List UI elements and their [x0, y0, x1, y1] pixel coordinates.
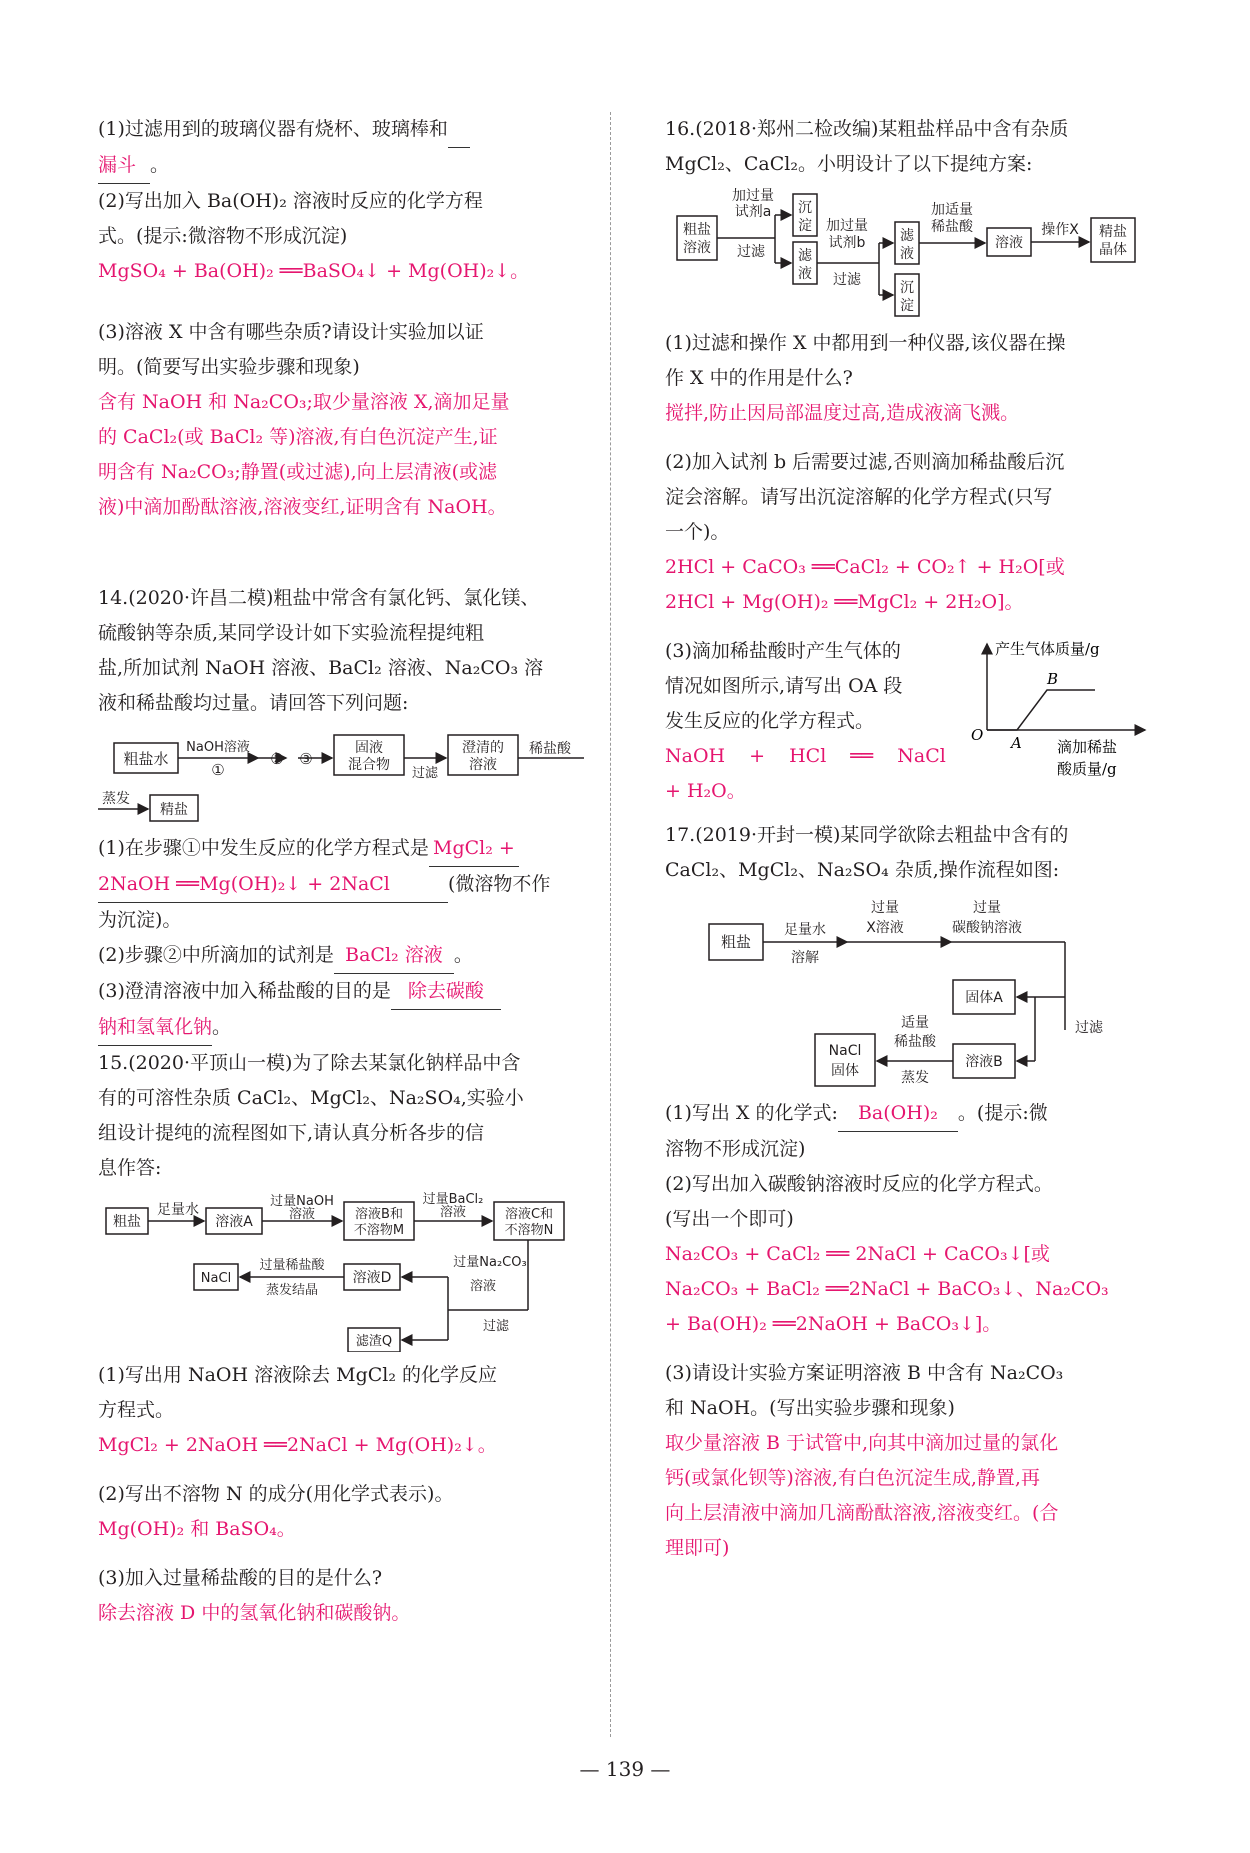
q13-part2-question-cont: 式。(提示:微溶物不形成沉淀) [98, 225, 348, 247]
q17-label-x-2: X溶液 [866, 920, 904, 936]
q15-label-crude-salt: 粗盐 [113, 1214, 141, 1230]
question-13-continued [98, 112, 586, 525]
q15-part3-question: (3)加入过量稀盐酸的目的是什么? [98, 1567, 383, 1589]
q16-graph-xlabel-1: 滴加稀盐 [1057, 738, 1118, 756]
q16-label-hcl-1: 加适量 [931, 202, 973, 218]
q17-flowchart [665, 894, 1155, 1090]
q15-label-solution-c-1: 溶液C和 [504, 1207, 554, 1222]
q16-label-filtrate-2a: 滤 [900, 228, 914, 244]
q15-stem-2: 有的可溶性杂质 CaCl₂、MgCl₂、Na₂SO₄,实验小 [98, 1087, 524, 1109]
q14-part1-end: 为沉淀)。 [98, 909, 182, 931]
q15-label-filter: 过滤 [482, 1319, 510, 1334]
q13-part1-answer-line: 漏斗 。 [98, 148, 586, 184]
q16-part3-question-3: 发生反应的化学方程式。 [665, 710, 875, 732]
q17-part3-answer-3: 向上层清液中滴加几滴酚酞溶液,溶液变红。(合 [665, 1502, 1059, 1524]
q14-step-3: ③ [299, 750, 313, 768]
q15-label-naoh-2: 溶液 [288, 1207, 316, 1222]
q13-part1: (1)过滤用到的玻璃仪器有烧杯、玻璃棒和 [98, 112, 586, 148]
q15-label-na2co3-1: 过量Na₂CO₃ [453, 1255, 527, 1270]
q17-part3-answer-4: 理即可) [665, 1537, 730, 1559]
q16-label-precipitate-2b: 淀 [900, 298, 914, 314]
q16-stem-2: MgCl₂、CaCl₂。小明设计了以下提纯方案: [665, 153, 1033, 175]
q16-label-brine-1: 粗盐 [683, 222, 711, 238]
q15-label-solution-b-2: 不溶物M [353, 1223, 405, 1238]
q16-label-filtrate-2b: 液 [900, 246, 914, 262]
q16-part3 [665, 634, 1155, 804]
q16-part3-answer-2: + H₂O。 [665, 780, 746, 802]
q16-label-reagent-b-2: 试剂b [828, 235, 866, 251]
q15-stem-1: 15.(2020·平顶山一模)为了除去某氯化钠样品中含 [98, 1052, 521, 1074]
question-14 [98, 581, 586, 1046]
q16-label-reagent-a-2: 试剂a [734, 204, 772, 220]
q14-part3-cont: 钠和氢氧化钠。 [98, 1010, 586, 1046]
q16-part3-question-1: (3)滴加稀盐酸时产生气体的 [665, 640, 901, 662]
q13-part3-answer-4: 液)中滴加酚酞溶液,溶液变红,证明含有 NaOH。 [98, 496, 507, 518]
q16-label-reagent-b-1: 加过量 [826, 218, 868, 234]
q14-label-refined-salt: 精盐 [160, 802, 188, 818]
q15-part1-question-cont: 方程式。 [98, 1399, 175, 1421]
q14-part2: (2)步骤②中所滴加的试剂是 BaCl₂ 溶液 。 [98, 938, 586, 974]
q17-part2-answer-3: + Ba(OH)₂ ══2NaOH + BaCO₃↓]。 [665, 1313, 1002, 1335]
q16-part3-answer-1: NaOH + HCl ══ NaCl [665, 745, 946, 767]
q17-label-nacl-2: 固体 [831, 1063, 859, 1079]
q15-label-na2co3-2: 溶液 [469, 1279, 497, 1294]
q17-label-solid-a: 固体A [965, 990, 1003, 1006]
q15-label-solution-b-1: 溶液B和 [355, 1207, 403, 1222]
q16-label-reagent-a-1: 加过量 [732, 188, 774, 204]
q15-label-naoh-1: 过量NaOH [270, 1194, 334, 1209]
q17-part2-question-cont: (写出一个即可) [665, 1208, 794, 1230]
q13-part3-question-cont: 明。(简要写出实验步骤和现象) [98, 356, 360, 378]
q15-part2-question: (2)写出不溶物 N 的成分(用化学式表示)。 [98, 1483, 454, 1505]
question-15 [98, 1046, 586, 1631]
q13-part1-answer: 漏斗 [98, 148, 150, 184]
q15-label-hcl: 过量稀盐酸 [259, 1258, 325, 1273]
q13-part3-answer-1: 含有 NaOH 和 Na₂CO₃;取少量溶液 X,滴加足量 [98, 391, 510, 413]
q14-label-evaporate: 蒸发 [102, 791, 130, 807]
q17-part3-question-cont: 和 NaOH。(写出实验步骤和现象) [665, 1397, 955, 1419]
q17-label-dissolve: 溶解 [791, 950, 819, 966]
q14-step-1: ① [211, 761, 225, 779]
q15-part1-answer: MgCl₂ + 2NaOH ══2NaCl + Mg(OH)₂↓。 [98, 1434, 497, 1456]
q15-stem-3: 组设计提纯的流程图如下,请认真分析各步的信 [98, 1122, 485, 1144]
q17-label-crude-salt: 粗盐 [720, 933, 752, 951]
q16-part3-question-2: 情况如图所示,请写出 OA 段 [665, 675, 903, 697]
q16-label-precipitate-1b: 淀 [798, 218, 812, 234]
q16-gas-graph [965, 638, 1155, 788]
q16-label-hcl-2: 稀盐酸 [931, 219, 973, 235]
q17-part2-answer-2: Na₂CO₃ + BaCl₂ ══2NaCl + BaCO₃↓、Na₂CO₃ [665, 1278, 1109, 1300]
q16-graph-origin: O [971, 726, 984, 744]
right-column [665, 112, 1155, 1566]
q16-part2-question: (2)加入试剂 b 后需要过滤,否则滴加稀盐酸后沉 [665, 451, 1065, 473]
q13-part2-question: (2)写出加入 Ba(OH)₂ 溶液时反应的化学方程 [98, 190, 483, 212]
q17-label-x-1: 过量 [871, 900, 899, 916]
q14-label-clear-2: 溶液 [469, 757, 497, 773]
q17-label-hcl-2: 稀盐酸 [894, 1034, 936, 1050]
q16-label-filtrate-1a: 滤 [798, 248, 812, 264]
q16-part1-question: (1)过滤和操作 X 中都用到一种仪器,该仪器在操 [665, 332, 1066, 354]
q16-label-filter-2: 过滤 [833, 272, 861, 288]
q17-part1: (1)写出 X 的化学式: Ba(OH)₂ 。(提示:微 [665, 1096, 1155, 1132]
q16-label-refined-2: 晶体 [1099, 242, 1127, 258]
q13-part3-question: (3)溶液 X 中含有哪些杂质?请设计实验加以证 [98, 321, 484, 343]
q14-label-mixture-1: 固液 [355, 740, 383, 756]
q17-stem-1: 17.(2019·开封一模)某同学欲除去粗盐中含有的 [665, 824, 1069, 846]
q16-flowchart [665, 188, 1155, 320]
q14-label-mixture-2: 混合物 [348, 757, 390, 773]
q15-label-bacl2-2: 溶液 [439, 1205, 467, 1220]
q16-label-solution: 溶液 [995, 235, 1023, 251]
q16-part2-question-end: 一个)。 [665, 521, 730, 543]
left-column [98, 112, 586, 1631]
q17-part3-answer-1: 取少量溶液 B 于试管中,向其中滴加过量的氯化 [665, 1432, 1059, 1454]
q17-part2-answer-1: Na₂CO₃ + CaCl₂ ══ 2NaCl + CaCO₃↓[或 [665, 1243, 1050, 1265]
q15-label-nacl: NaCl [200, 1271, 232, 1286]
q14-label-clear-1: 澄清的 [462, 740, 504, 756]
q13-part3-answer-2: 的 CaCl₂(或 BaCl₂ 等)溶液,有白色沉淀产生,证 [98, 426, 498, 448]
q16-graph-xlabel-2: 酸质量/g [1057, 760, 1117, 778]
question-16 [665, 112, 1155, 804]
q16-stem-1: 16.(2018·郑州二检改编)某粗盐样品中含有杂质 [665, 118, 1069, 140]
q14-part3: (3)澄清溶液中加入稀盐酸的目的是 除去碳酸 [98, 974, 586, 1010]
q17-label-solution-b: 溶液B [965, 1054, 1003, 1070]
q16-label-operation-x: 操作X [1041, 222, 1079, 238]
q16-label-refined-1: 精盐 [1099, 224, 1127, 240]
q17-label-filter: 过滤 [1075, 1020, 1103, 1036]
q14-stem-2: 硫酸钠等杂质,某同学设计如下实验流程提纯粗 [98, 622, 485, 644]
q14-label-naoh: NaOH溶液 [186, 740, 250, 755]
q15-part3-answer: 除去溶液 D 中的氢氧化钠和碳酸钠。 [98, 1602, 411, 1624]
q17-part1-end: 溶物不形成沉淀) [665, 1138, 806, 1160]
q14-part1: (1)在步骤①中发生反应的化学方程式是 MgCl₂ + [98, 831, 586, 867]
q15-label-solution-c-2: 不溶物N [504, 1223, 554, 1238]
q16-part2-answer-2: 2HCl + Mg(OH)₂ ══MgCl₂ + 2H₂O]。 [665, 591, 1024, 613]
q17-label-hcl-1: 适量 [901, 1015, 929, 1031]
q17-label-evaporate: 蒸发 [901, 1070, 929, 1086]
q13-part3-answer-3: 明含有 Na₂CO₃;静置(或过滤),向上层清液(或滤 [98, 461, 498, 483]
question-17 [665, 818, 1155, 1566]
q16-label-brine-2: 溶液 [683, 240, 711, 256]
q14-label-filter: 过滤 [411, 766, 439, 781]
q16-label-precipitate-1a: 沉 [798, 200, 812, 216]
q14-stem-3: 盐,所加试剂 NaOH 溶液、BaCl₂ 溶液、Na₂CO₃ 溶 [98, 657, 544, 679]
column-divider [610, 112, 611, 1737]
q17-label-nacl-1: NaCl [828, 1043, 862, 1059]
q16-part2-answer-1: 2HCl + CaCO₃ ══CaCl₂ + CO₂↑ + H₂O[或 [665, 556, 1065, 578]
q15-stem-4: 息作答: [98, 1157, 162, 1179]
q13-part2-answer: MgSO₄ + Ba(OH)₂ ══BaSO₄↓ + Mg(OH)₂↓。 [98, 260, 530, 282]
q14-label-crude-brine: 粗盐水 [123, 750, 169, 768]
q14-stem-4: 液和稀盐酸均过量。请回答下列问题: [98, 692, 409, 714]
q17-stem-2: CaCl₂、MgCl₂、Na₂SO₄ 杂质,操作流程如图: [665, 859, 1060, 881]
q16-part1-answer: 搅拌,防止因局部温度过高,造成液滴飞溅。 [665, 402, 1020, 424]
page-number: — 139 — [579, 1757, 671, 1781]
q16-graph-ylabel: 产生气体质量/g [995, 640, 1100, 658]
q15-label-water: 足量水 [157, 1202, 199, 1218]
q15-flowchart [98, 1192, 586, 1352]
q17-part3-question: (3)请设计实验方案证明溶液 B 中含有 Na₂CO₃ [665, 1362, 1064, 1384]
q16-part1-question-cont: 作 X 中的作用是什么? [665, 367, 853, 389]
q16-graph-curve [987, 690, 1095, 730]
q14-step-2: ② [270, 750, 284, 768]
q16-label-filtrate-1b: 液 [798, 266, 812, 282]
q15-label-solution-a: 溶液A [215, 1214, 253, 1230]
q15-part1-question: (1)写出用 NaOH 溶液除去 MgCl₂ 的化学反应 [98, 1364, 498, 1386]
q15-label-bacl2-1: 过量BaCl₂ [422, 1192, 484, 1207]
q16-label-precipitate-2a: 沉 [900, 280, 914, 296]
q15-label-solution-d: 溶液D [352, 1270, 392, 1286]
q17-label-na2co3-1: 过量 [973, 900, 1001, 916]
q16-graph-point-b: B [1047, 670, 1059, 688]
q17-part2-question: (2)写出加入碳酸钠溶液时反应的化学方程式。 [665, 1173, 1053, 1195]
q16-label-filter-1: 过滤 [737, 244, 765, 260]
q15-part2-answer: Mg(OH)₂ 和 BaSO₄。 [98, 1518, 296, 1540]
q14-stem-1: 14.(2020·许昌二模)粗盐中常含有氯化钙、氯化镁、 [98, 587, 540, 609]
q16-part2-question-cont: 淀会溶解。请写出沉淀溶解的化学方程式(只写 [665, 486, 1053, 508]
q16-graph-point-a: A [1011, 734, 1022, 752]
q17-part3-answer-2: 钙(或氯化钡等)溶液,有白色沉淀生成,静置,再 [665, 1467, 1040, 1489]
q17-label-na2co3-2: 碳酸钠溶液 [952, 920, 1022, 936]
q15-label-residue-q: 滤渣Q [355, 1334, 393, 1349]
q14-flowchart [98, 727, 586, 825]
q17-label-water: 足量水 [784, 922, 826, 938]
q14-part1-cont: 2NaOH ══Mg(OH)₂↓ + 2NaCl (微溶物不作 [98, 867, 586, 903]
q15-label-crystallize: 蒸发结晶 [265, 1283, 319, 1298]
q14-label-hcl: 稀盐酸 [529, 741, 571, 757]
